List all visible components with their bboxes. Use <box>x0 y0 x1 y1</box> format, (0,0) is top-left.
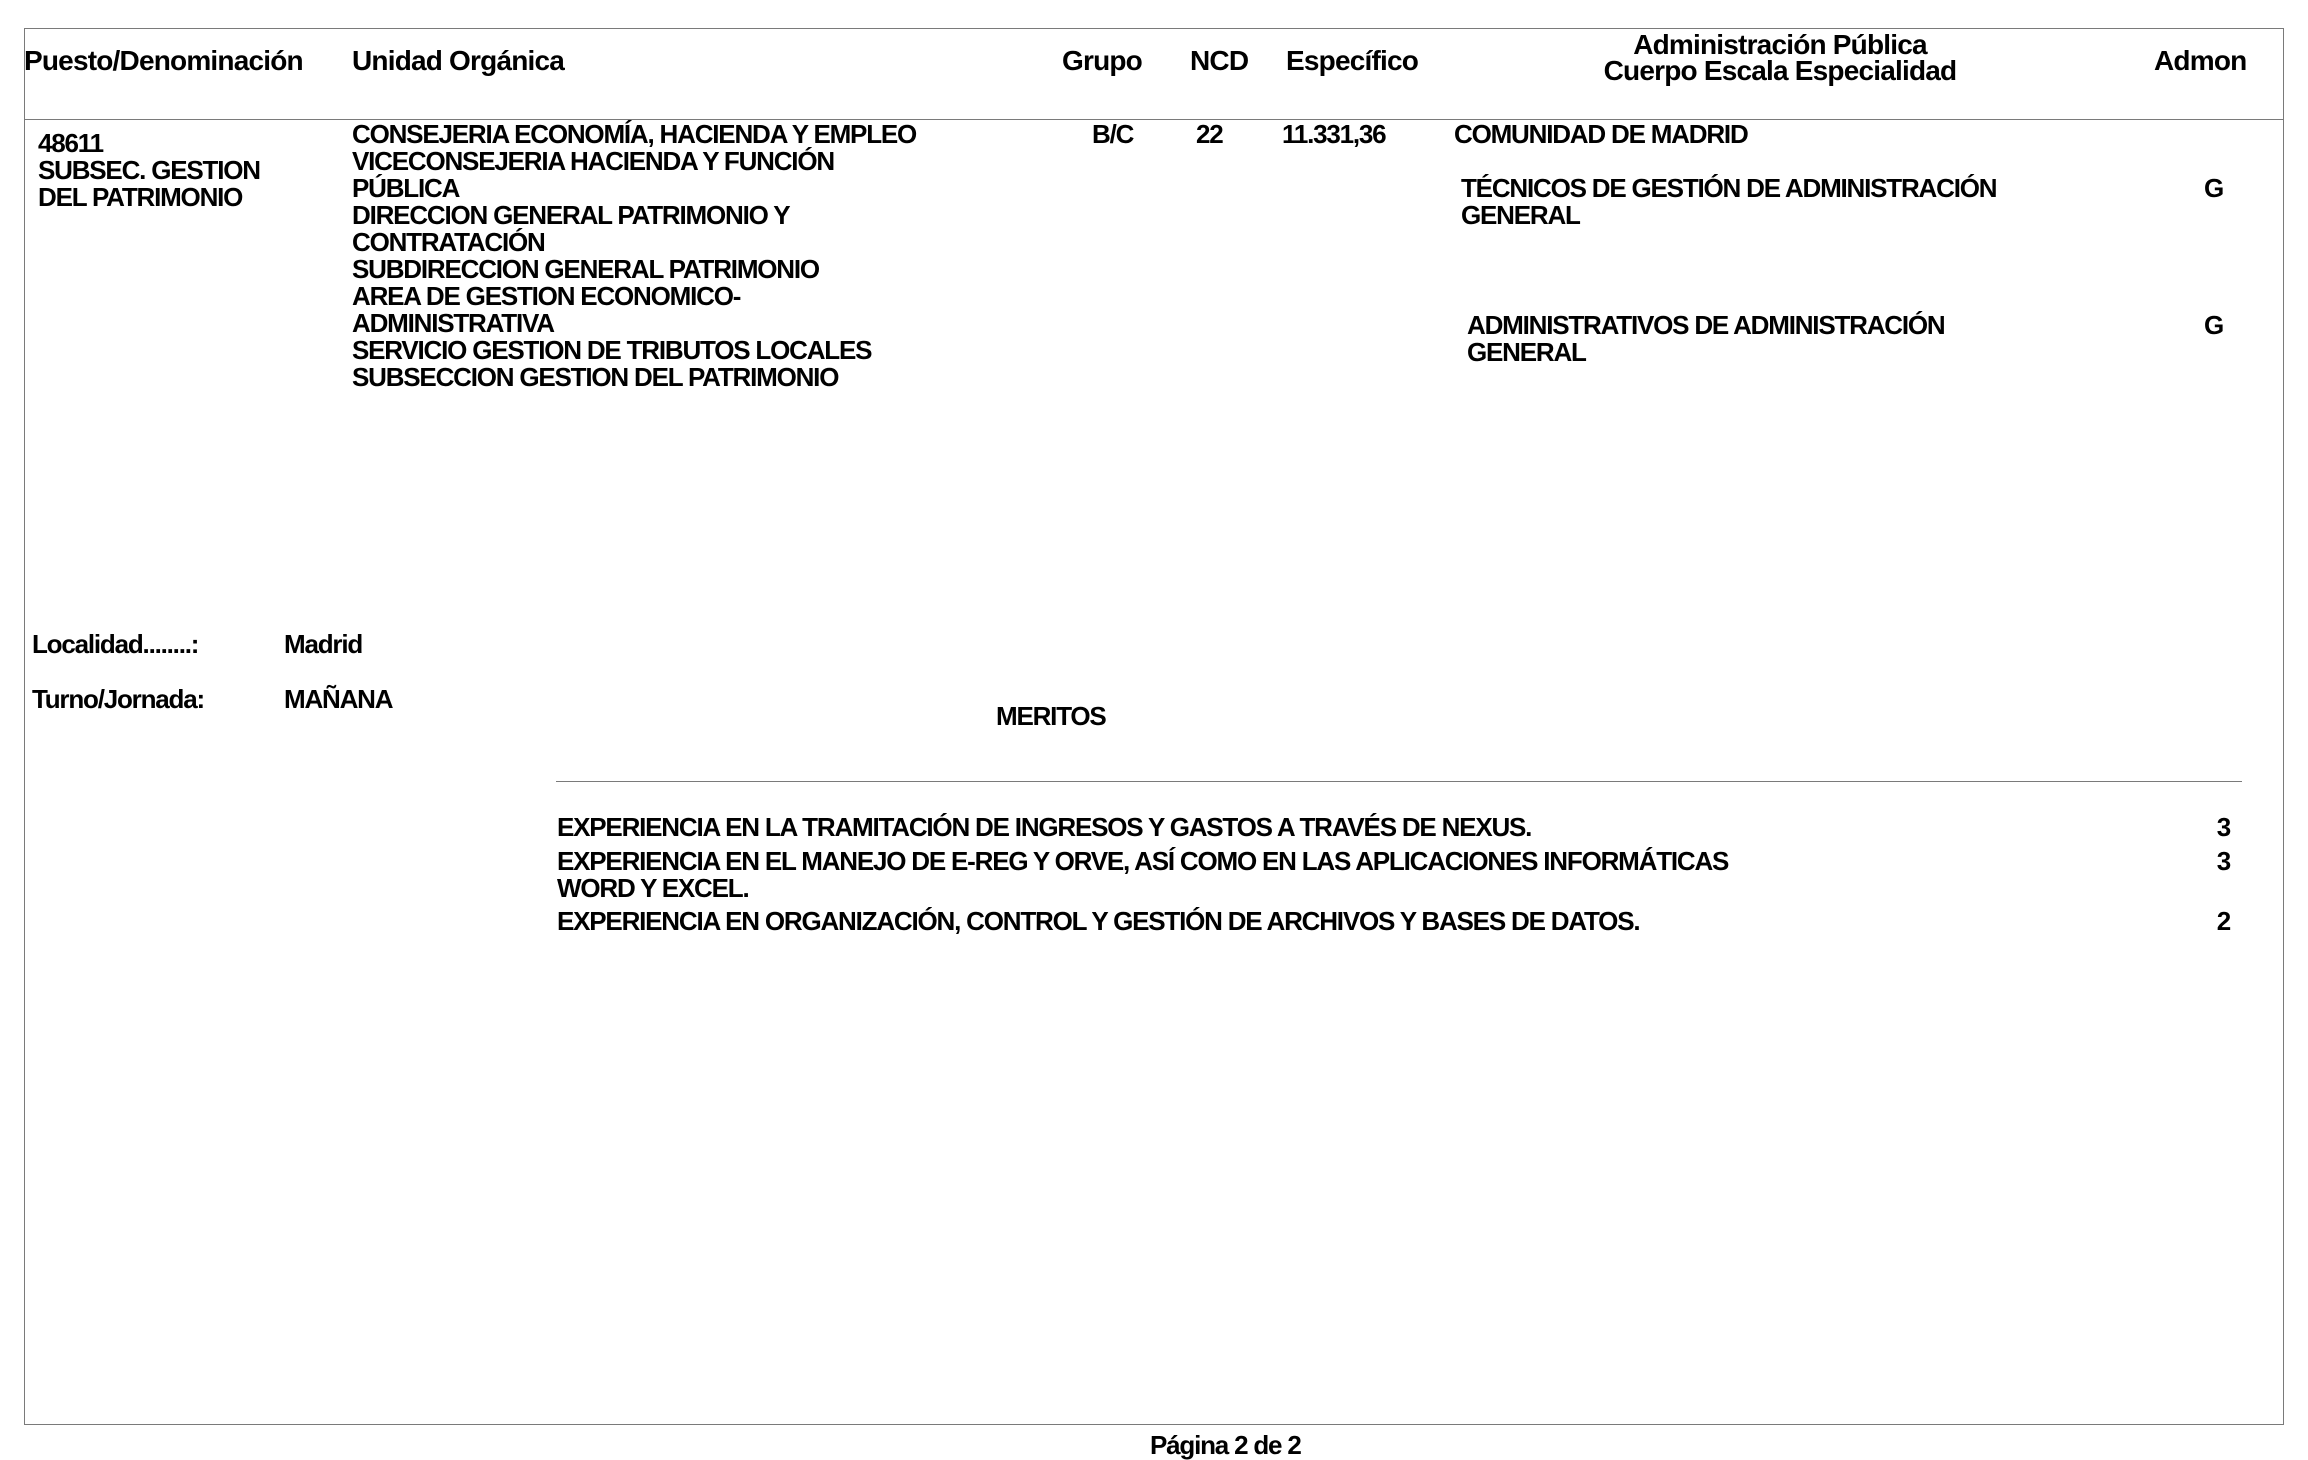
header-grupo: Grupo <box>1062 45 1142 76</box>
unidad-line: CONSEJERIA ECONOMÍA, HACIENDA Y EMPLEO <box>352 119 917 149</box>
record-administracion: COMUNIDAD DE MADRID <box>1454 119 1748 149</box>
header-puesto: Puesto/Denominación <box>24 45 303 76</box>
record-grupo: B/C <box>1092 119 1134 149</box>
header-admin-line1: Administración Pública <box>1633 29 1927 60</box>
cuerpo-line: GENERAL <box>1467 337 1586 367</box>
turno-value: MAÑANA <box>284 684 393 714</box>
merito-line: EXPERIENCIA EN EL MANEJO DE E-REG Y ORVE, ASÍ COMO EN LAS APLICACIONES INFORMÁTICAS <box>557 846 1729 876</box>
cuerpo-line: ADMINISTRATIVOS DE ADMINISTRACIÓN <box>1467 310 1945 340</box>
merito-item: EXPERIENCIA EN ORGANIZACIÓN, CONTROL Y GESTIÓN DE ARCHIVOS Y BASES DE DATOS. <box>557 906 1640 936</box>
record-especifico: 11.331,36 <box>1282 119 1386 149</box>
merito-line: WORD Y EXCEL. <box>557 873 749 903</box>
header-especifico: Específico <box>1286 45 1419 76</box>
unidad-line: ADMINISTRATIVA <box>352 308 554 338</box>
unidad-line: PÚBLICA <box>352 173 460 203</box>
cuerpo-entry <box>1467 312 1945 366</box>
meritos-divider <box>556 781 2242 782</box>
cuerpo-line: TÉCNICOS DE GESTIÓN DE ADMINISTRACIÓN <box>1461 173 1997 203</box>
merito-points: 2 <box>2216 906 2230 936</box>
unidad-line: CONTRATACIÓN <box>352 227 545 257</box>
record-denominacion-line: SUBSEC. GESTION <box>38 155 260 185</box>
merito-points: 3 <box>2216 812 2230 842</box>
record-unidad-organica <box>352 121 916 391</box>
record-ncd: 22 <box>1196 119 1223 149</box>
turno-label: Turno/Jornada: <box>32 684 204 714</box>
unidad-line: SERVICIO GESTION DE TRIBUTOS LOCALES <box>352 335 872 365</box>
localidad-value: Madrid <box>284 629 363 659</box>
header-ncd: NCD <box>1190 45 1249 76</box>
header-unidad: Unidad Orgánica <box>352 45 565 76</box>
cuerpo-line: GENERAL <box>1461 200 1580 230</box>
unidad-line: SUBDIRECCION GENERAL PATRIMONIO <box>352 254 819 284</box>
header-admon: Admon <box>2154 45 2247 76</box>
unidad-line: VICECONSEJERIA HACIENDA Y FUNCIÓN <box>352 146 834 176</box>
header-admin-line2: Cuerpo Escala Especialidad <box>1603 55 1957 86</box>
unidad-line: SUBSECCION GESTION DEL PATRIMONIO <box>352 362 839 392</box>
record-puesto <box>38 130 260 211</box>
record-code: 48611 <box>38 128 103 158</box>
localidad-label: Localidad........: <box>32 629 199 659</box>
merito-item <box>557 848 1728 902</box>
cuerpo-entry <box>1461 175 1996 229</box>
unidad-line: DIRECCION GENERAL PATRIMONIO Y <box>352 200 790 230</box>
cuerpo-admon: G <box>2204 310 2224 340</box>
page-number: Página 2 de 2 <box>1150 1430 1301 1460</box>
unidad-line: AREA DE GESTION ECONOMICO- <box>352 281 741 311</box>
meritos-title: MERITOS <box>996 701 1106 731</box>
record-denominacion-line: DEL PATRIMONIO <box>38 182 243 212</box>
merito-item: EXPERIENCIA EN LA TRAMITACIÓN DE INGRESOS Y GASTOS A TRAVÉS DE NEXUS. <box>557 812 1532 842</box>
cuerpo-admon: G <box>2204 173 2224 203</box>
merito-points: 3 <box>2216 846 2230 876</box>
